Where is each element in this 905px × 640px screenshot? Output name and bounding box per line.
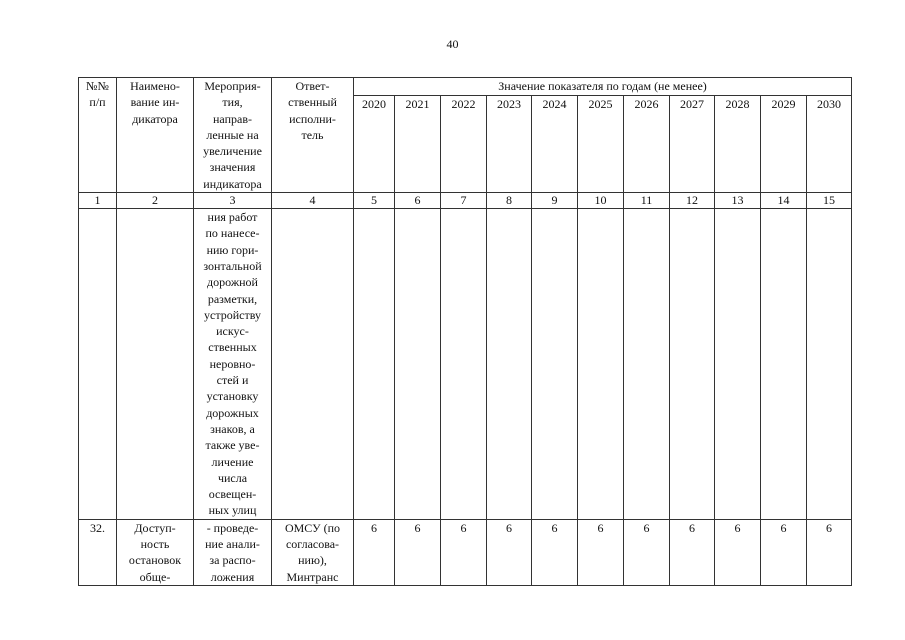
cell-text-line: установку [206, 389, 259, 404]
header-year: 2025 [578, 96, 624, 193]
cell-text-line: Наимено- [130, 79, 180, 93]
cell-text-line: вание ин- [130, 95, 180, 110]
cell-text-line: п/п [89, 95, 106, 110]
header-year: 2023 [487, 96, 532, 193]
cell-text-line: искус- [216, 324, 249, 339]
cell-text-line: ложения [210, 569, 255, 584]
column-number: 6 [395, 193, 441, 209]
cell-value: 6 [807, 519, 852, 585]
cell-value: 6 [670, 519, 715, 585]
cell-measures [194, 209, 272, 520]
cell-text-line: Доступ- [134, 520, 176, 535]
cell-text-line: неровно- [209, 356, 256, 371]
header-year: 2020 [354, 96, 395, 193]
cell-value [715, 209, 761, 520]
cell-value: 6 [715, 519, 761, 585]
cell-indicator-name [117, 209, 194, 520]
cell-value [532, 209, 578, 520]
cell-text-line: Минтранс [286, 569, 339, 584]
cell-text-line: Мероприя- [204, 79, 261, 93]
header-measures [194, 78, 272, 193]
header-year: 2027 [670, 96, 715, 193]
cell-text-line: ность [140, 537, 170, 552]
cell-text-line: индикатора [203, 176, 262, 191]
cell-value [395, 209, 441, 520]
header-year: 2024 [532, 96, 578, 193]
cell-value [761, 209, 807, 520]
cell-value: 6 [532, 519, 578, 585]
cell-value: 6 [395, 519, 441, 585]
cell-text-line: числа [217, 470, 248, 485]
cell-indicator-name [117, 519, 194, 585]
cell-text-line: согласова- [285, 537, 340, 552]
header-year: 2021 [395, 96, 441, 193]
table-row [79, 519, 852, 585]
cell-text-line: зонтальной [203, 258, 262, 273]
cell-value [578, 209, 624, 520]
column-numbers-row [79, 193, 852, 209]
cell-text-line: ленные на [206, 127, 259, 142]
cell-text-line: знаков, а [210, 421, 255, 436]
header-year: 2022 [441, 96, 487, 193]
cell-text-line: - проведе- [206, 520, 259, 535]
header-row [79, 78, 852, 96]
cell-value: 6 [441, 519, 487, 585]
header-responsible [272, 78, 354, 193]
cell-text-line: дикатора [132, 111, 178, 126]
cell-text-line: ОМСУ (по [284, 520, 341, 535]
cell-text-line: по нанесе- [205, 226, 260, 241]
cell-text-line: также уве- [205, 438, 260, 453]
cell-text-line: №№ [86, 79, 109, 93]
header-year: 2029 [761, 96, 807, 193]
column-number: 1 [79, 193, 117, 209]
cell-value [624, 209, 670, 520]
column-number: 5 [354, 193, 395, 209]
cell-text-line: освещен- [208, 487, 257, 502]
cell-text-line: ния работ [207, 210, 258, 225]
cell-text-line: направ- [213, 111, 252, 126]
cell-text-line: личение [211, 454, 254, 469]
cell-value [441, 209, 487, 520]
cell-text-line: остановок [128, 553, 182, 568]
cell-text-line: разметки, [207, 291, 258, 306]
cell-text-line: увеличение [203, 144, 262, 159]
cell-num: 32. [79, 519, 117, 585]
cell-text-line: нию гори- [206, 242, 259, 257]
header-indicator-name [117, 78, 194, 193]
cell-text-line: стей и [216, 373, 249, 388]
cell-value: 6 [761, 519, 807, 585]
cell-value: 6 [624, 519, 670, 585]
header-year: 2028 [715, 96, 761, 193]
column-number: 7 [441, 193, 487, 209]
column-number: 10 [578, 193, 624, 209]
cell-value: 6 [487, 519, 532, 585]
header-values-by-year: Значение показателя по годам (не менее) [354, 78, 852, 96]
cell-measures [194, 519, 272, 585]
indicators-table [78, 77, 852, 586]
cell-responsible [272, 209, 354, 520]
cell-text-line: за распо- [209, 553, 256, 568]
cell-value: 6 [354, 519, 395, 585]
cell-text-line: дорожных [206, 405, 259, 420]
cell-responsible [272, 519, 354, 585]
cell-text-line: устройству [204, 307, 261, 322]
cell-value: 6 [578, 519, 624, 585]
column-number: 14 [761, 193, 807, 209]
page-number: 40 [446, 37, 459, 51]
cell-text-line: ственных [208, 340, 257, 355]
cell-text-line: дорожной [207, 275, 258, 290]
cell-value [487, 209, 532, 520]
column-number: 13 [715, 193, 761, 209]
cell-text-line: обще- [139, 569, 171, 584]
header-num [79, 78, 117, 193]
cell-text-line: тель [301, 127, 324, 142]
column-number: 8 [487, 193, 532, 209]
cell-text-line: тия, [222, 95, 243, 110]
cell-value [354, 209, 395, 520]
column-number: 2 [117, 193, 194, 209]
column-number: 11 [624, 193, 670, 209]
cell-text-line: исполни- [289, 111, 336, 126]
cell-value [807, 209, 852, 520]
column-number: 9 [532, 193, 578, 209]
cell-text-line: ние анали- [205, 537, 260, 552]
cell-text-line: ных улиц [208, 503, 257, 518]
column-number: 12 [670, 193, 715, 209]
table-row [79, 209, 852, 520]
cell-text-line: Ответ- [295, 79, 330, 93]
cell-text-line: нию), [298, 553, 327, 568]
cell-value [670, 209, 715, 520]
header-year: 2026 [624, 96, 670, 193]
cell-text-line: ственный [288, 95, 337, 110]
column-number: 15 [807, 193, 852, 209]
cell-text-line: значения [209, 160, 256, 175]
header-year: 2030 [807, 96, 852, 193]
column-number: 3 [194, 193, 272, 209]
cell-num [79, 209, 117, 520]
column-number: 4 [272, 193, 354, 209]
